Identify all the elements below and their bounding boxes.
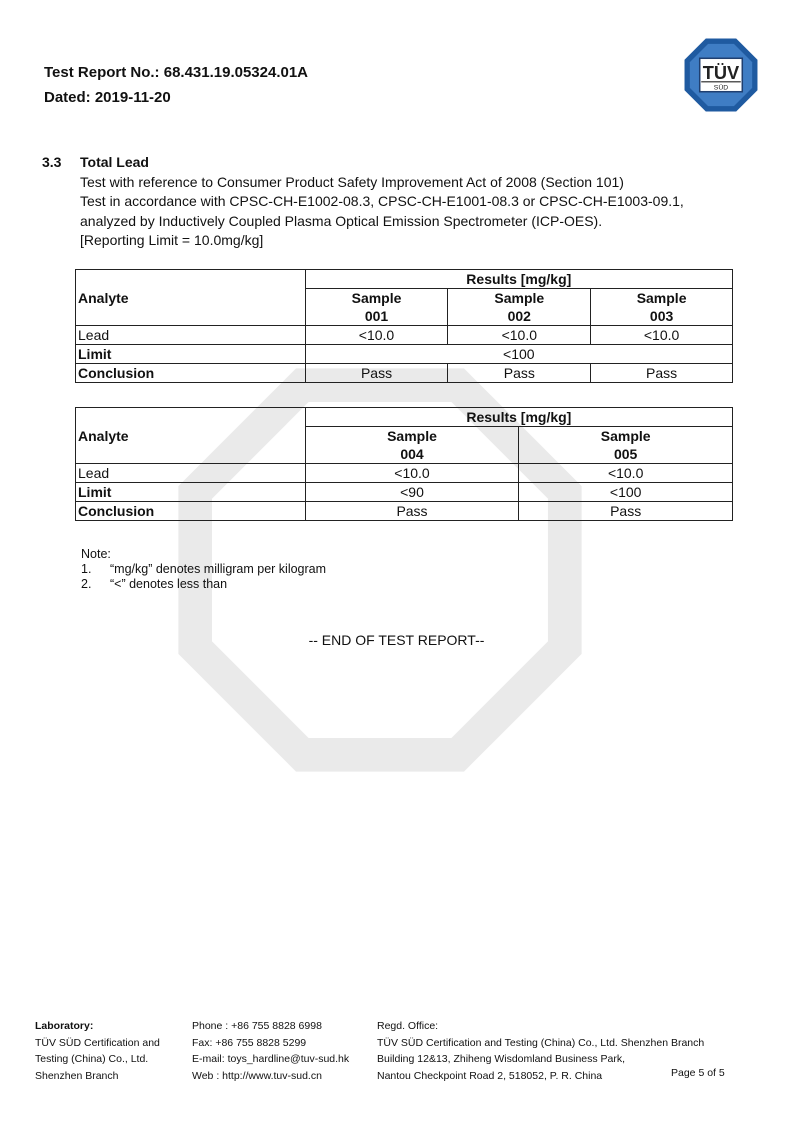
table-row-conclusion: Conclusion Pass Pass Pass (76, 364, 733, 383)
results-table-2 (75, 407, 733, 521)
section-line: analyzed by Inductively Coupled Plasma Optical Emission Spectrometer (ICP-OES). (80, 212, 603, 229)
sample-header: Sample 002 (448, 289, 591, 326)
results-table-1 (75, 269, 733, 383)
note-item: 1. “mg/kg” denotes milligram per kilogram (81, 562, 327, 576)
analyte-header: Analyte (76, 270, 306, 326)
table-row-limit: Limit <90 <100 (76, 483, 733, 502)
table-row-conclusion: Conclusion Pass Pass (76, 502, 733, 521)
svg-text:TÜV: TÜV (702, 61, 740, 83)
table-row-limit: Limit <100 (76, 345, 733, 364)
svg-text:SÜD: SÜD (713, 84, 729, 92)
section-title: Total Lead (80, 154, 149, 170)
section-line: Test in accordance with CPSC-CH-E1002-08.3, CPSC-CH-E1001-08.3 or CPSC-CH-E1003-09.1, (80, 193, 684, 209)
sample-header: Sample 004 (305, 427, 519, 464)
results-header: Results [mg/kg] (305, 270, 732, 289)
results-header: Results [mg/kg] (305, 408, 732, 427)
analyte-header: Analyte (76, 408, 306, 464)
section-line: Test with reference to Consumer Product Safety Improvement Act of 2008 (Section 101) (80, 173, 624, 190)
table-row-lead: Lead <10.0 <10.0 <10.0 (76, 326, 733, 345)
report-date: Dated: 2019-11-20 (44, 89, 171, 106)
sample-header: Sample 005 (519, 427, 733, 464)
section-line: [Reporting Limit = 10.0mg/kg] (80, 232, 264, 248)
footer-contact: Phone : +86 755 8828 6998 Fax: +86 755 8828 5299 E-mail: toys_hardline@tuv-sud.hk Web : http://www.tuv-sud.cn (192, 1020, 350, 1082)
footer-lab: Laboratory: TÜV SÜD Certification and Testing (China) Co., Ltd. Shenzhen Branch (35, 1020, 160, 1082)
report-number: Test Report No.: 68.431.19.05324.01A (44, 64, 309, 81)
sample-header: Sample 003 (591, 289, 733, 326)
footer-office: Regd. Office: TÜV SÜD Certification and Testing (China) Co., Ltd. Shenzhen Branch Building 12&13, Zhiheng Wisdomland Business Park, Nantou Checkpoint Road 2, 518052, P. R. China (377, 1020, 705, 1082)
table-row-lead: Lead <10.0 <10.0 (76, 464, 733, 483)
note-item: 2. “<” denotes less than (81, 577, 228, 591)
notes: Note: 1. “mg/kg” denotes milligram per kilogram 2. “<” denotes less than (81, 547, 327, 591)
sample-header: Sample 001 (305, 289, 448, 326)
section-number: 3.3 (42, 154, 62, 170)
tuv-sud-logo-icon (683, 37, 759, 113)
page-number: Page 5 of 5 (671, 1067, 725, 1079)
end-of-report: -- END OF TEST REPORT-- (308, 632, 485, 648)
